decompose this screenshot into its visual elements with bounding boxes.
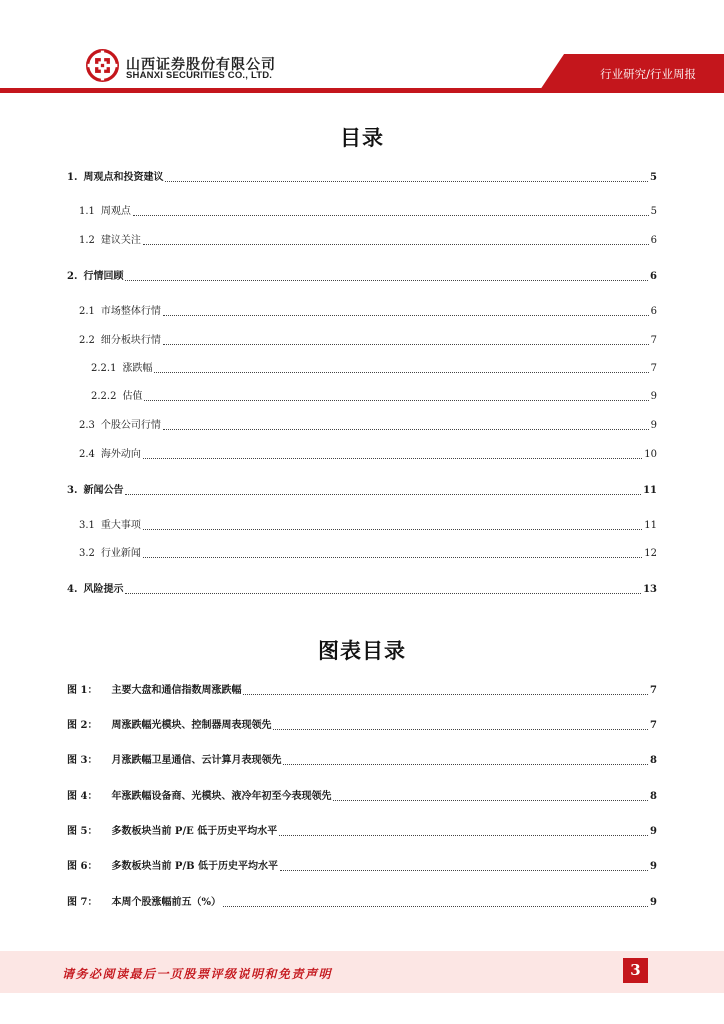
dot-leader (223, 905, 648, 907)
toc-entry-title: 重大事项 (100, 520, 141, 531)
figure-entry-title: 多数板块当前 P/B 低于历史平均水平 (111, 861, 279, 872)
toc-entry-number: 2.4 (79, 449, 95, 460)
toc-entry-title: 涨跌幅 (122, 363, 153, 374)
toc-entry-title: 海外动向 (100, 449, 141, 460)
figure-entry-page: 8 (650, 791, 657, 802)
company-name-cn: 山西证券股份有限公司 (126, 57, 276, 73)
figure-entry[interactable] (67, 893, 657, 909)
company-name-en: SHANXI SECURITIES CO., LTD. (126, 70, 273, 81)
toc-entry-page: 5 (650, 206, 657, 217)
figure-entry[interactable] (67, 787, 657, 803)
toc-entry-title: 周观点 (100, 206, 131, 217)
dot-leader (133, 214, 649, 216)
toc-entry[interactable] (79, 544, 657, 560)
toc-entry-page: 7 (650, 335, 657, 346)
toc-entry-title: 估值 (122, 391, 143, 402)
toc-entry-number: 2.2.2 (91, 391, 117, 402)
dot-leader (279, 834, 648, 836)
toc-entry-page: 13 (643, 584, 657, 595)
toc-entry-number: 2. (67, 271, 78, 282)
toc-entry-number: 4. (67, 584, 78, 595)
toc-entry[interactable] (79, 202, 657, 218)
toc-entry-page: 6 (650, 306, 657, 317)
toc-entry-number: 3. (67, 485, 78, 496)
figure-entry[interactable] (67, 857, 657, 873)
figure-entry-title: 多数板块当前 P/E 低于历史平均水平 (111, 826, 278, 837)
toc-entry-page: 6 (650, 235, 657, 246)
disclaimer-notice: 请务必阅读最后一页股票评级说明和免责声明 (62, 967, 333, 981)
dot-leader (333, 799, 648, 801)
toc-entry-number: 2.2.1 (91, 363, 117, 374)
toc-entry-page: 11 (644, 520, 657, 531)
toc-entry-number: 1. (67, 172, 78, 183)
dot-leader (163, 314, 649, 316)
figure-entry-number: 图 1： (67, 685, 98, 696)
toc-entry-title: 风险提示 (83, 584, 124, 595)
toc-entry-page: 9 (650, 391, 657, 402)
toc-entry-title: 周观点和投资建议 (83, 172, 164, 183)
figure-entry[interactable] (67, 716, 657, 732)
figure-entry-page: 9 (650, 897, 657, 908)
figure-entry-number: 图 2： (67, 720, 98, 731)
figure-entry-page: 8 (650, 755, 657, 766)
dot-leader (283, 763, 648, 765)
dot-leader (280, 869, 648, 871)
toc-entry-title: 个股公司行情 (100, 420, 161, 431)
dot-leader (165, 180, 648, 182)
dot-leader (143, 457, 642, 459)
company-logo-icon (86, 49, 119, 82)
dot-leader (243, 693, 648, 695)
toc-entry-page: 6 (650, 271, 657, 282)
toc-entry-number: 2.1 (79, 306, 95, 317)
toc-entry-page: 9 (650, 420, 657, 431)
toc-entry[interactable] (79, 331, 657, 347)
toc-entry-page: 10 (644, 449, 657, 460)
toc-entry-number: 2.3 (79, 420, 95, 431)
toc-entry[interactable] (91, 387, 657, 403)
report-type-label: 行业研究/行业周报 (600, 67, 696, 81)
toc-entry-page: 7 (650, 363, 657, 374)
toc-entry-title: 行业新闻 (100, 548, 141, 559)
dot-leader (143, 556, 642, 558)
toc-entry-title: 细分板块行情 (100, 335, 161, 346)
figure-entry-title: 年涨跌幅设备商、光模块、液冷年初至今表现领先 (111, 791, 332, 802)
figure-entry-title: 月涨跌幅卫星通信、云计算月表现领先 (111, 755, 282, 766)
figure-entry-title: 周涨跌幅光模块、控制器周表现领先 (111, 720, 272, 731)
figure-entry[interactable] (67, 681, 657, 697)
toc-entry-number: 1.2 (79, 235, 95, 246)
toc-entry-page: 5 (650, 172, 657, 183)
dot-leader (125, 493, 641, 495)
figure-entry-number: 图 7： (67, 897, 98, 908)
toc-title: 目录 (340, 126, 384, 150)
page-header (0, 0, 724, 100)
dot-leader (144, 399, 648, 401)
toc-entry[interactable] (67, 481, 657, 497)
figure-entry-number: 图 6： (67, 861, 98, 872)
toc-entry[interactable] (79, 445, 657, 461)
toc-entry[interactable] (79, 231, 657, 247)
toc-entry[interactable] (79, 302, 657, 318)
toc-entry-number: 1.1 (79, 206, 95, 217)
toc-entry[interactable] (67, 580, 657, 596)
toc-entry-title: 市场整体行情 (100, 306, 161, 317)
dot-leader (154, 371, 648, 373)
figure-entry-number: 图 5： (67, 826, 98, 837)
toc-entry-number: 3.1 (79, 520, 95, 531)
figure-entry-page: 9 (650, 826, 657, 837)
figure-entry[interactable] (67, 751, 657, 767)
figure-list-title: 图表目录 (318, 639, 406, 663)
figure-entry-number: 图 4： (67, 791, 98, 802)
dot-leader (125, 279, 648, 281)
toc-entry-number: 2.2 (79, 335, 95, 346)
toc-entry-page: 12 (644, 548, 657, 559)
toc-entry[interactable] (91, 359, 657, 375)
toc-entry[interactable] (79, 416, 657, 432)
toc-entry[interactable] (67, 267, 657, 283)
figure-entry[interactable] (67, 822, 657, 838)
dot-leader (273, 728, 648, 730)
toc-entry[interactable] (67, 168, 657, 184)
toc-entry-number: 3.2 (79, 548, 95, 559)
dot-leader (163, 428, 649, 430)
figure-entry-title: 主要大盘和通信指数周涨跌幅 (111, 685, 242, 696)
figure-entry-page: 7 (650, 720, 657, 731)
toc-entry[interactable] (79, 516, 657, 532)
dot-leader (143, 528, 642, 530)
figure-entry-number: 图 3： (67, 755, 98, 766)
dot-leader (163, 343, 649, 345)
toc-entry-title: 行情回顾 (83, 271, 124, 282)
dot-leader (143, 243, 649, 245)
figure-entry-title: 本周个股涨幅前五（%） (111, 897, 221, 908)
figure-entry-page: 7 (650, 685, 657, 696)
toc-entry-title: 新闻公告 (83, 485, 124, 496)
dot-leader (125, 592, 641, 594)
toc-entry-page: 11 (643, 485, 657, 496)
figure-entry-page: 9 (650, 861, 657, 872)
toc-entry-title: 建议关注 (100, 235, 141, 246)
page-number: 3 (623, 958, 648, 983)
